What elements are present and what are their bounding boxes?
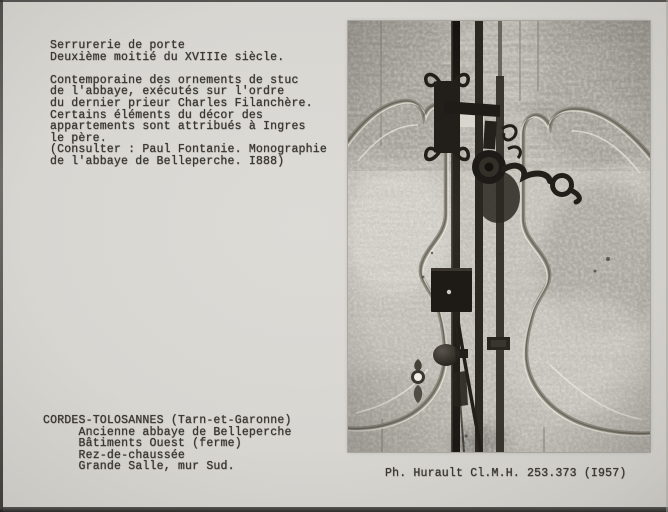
scan-edge-top	[0, 0, 668, 2]
description-line: de l'abbaye, exécutés sur l'ordre	[50, 85, 285, 99]
description-line: Serrurerie de porte	[50, 39, 185, 52]
photo-credit: Ph. Hurault Cl.M.H. 253.373 (I957)	[385, 467, 627, 480]
description-line: Contemporaine des ornements de stuc	[50, 73, 299, 87]
description-line: le père.	[50, 131, 107, 145]
caption-line: Bâtiments Ouest (ferme)	[43, 437, 242, 451]
caption-line: CORDES-TOLOSANNES (Tarn-et-Garonne)	[43, 414, 292, 427]
door-lock-photograph	[348, 21, 650, 452]
description-line: de l'abbaye de Belleperche. I888)	[50, 154, 285, 168]
caption-line: Ancienne abbaye de Belleperche	[43, 425, 292, 439]
description-line: du dernier prieur Charles Filanchère.	[50, 96, 313, 110]
description-line: Deuxième moitié du XVIIIe siècle.	[50, 50, 285, 64]
description-block	[50, 40, 327, 168]
location-caption-block	[43, 415, 292, 473]
description-line: (Consulter : Paul Fontanie. Monographie	[50, 143, 327, 157]
caption-line: Rez-de-chaussée	[43, 448, 186, 462]
scan-edge-bottom	[0, 507, 668, 512]
scan-edge-left	[0, 0, 3, 512]
description-line: appartements sont attribués à Ingres	[50, 120, 306, 134]
description-line: Certains éléments du décor des	[50, 108, 264, 122]
caption-line: Grande Salle, mur Sud.	[43, 460, 235, 474]
